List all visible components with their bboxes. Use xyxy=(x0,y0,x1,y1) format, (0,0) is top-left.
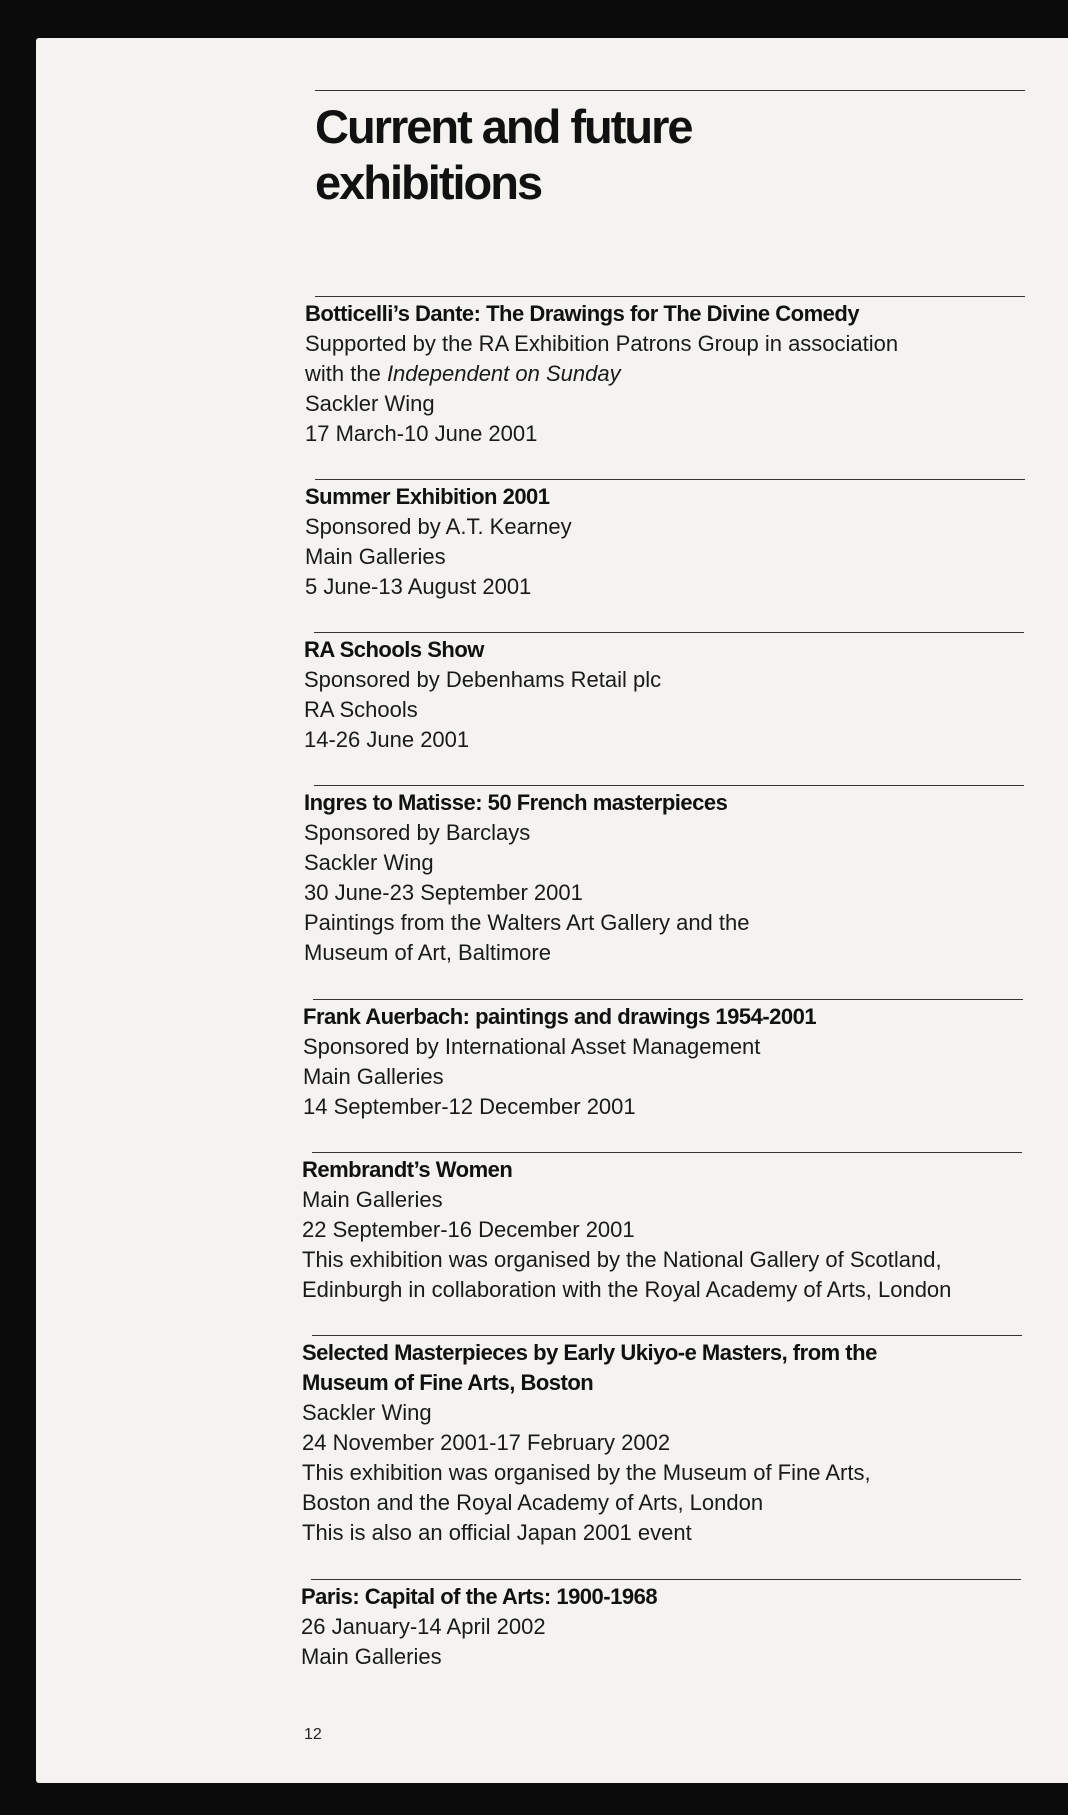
exhibition-entry xyxy=(302,1335,1022,1548)
divider-rule xyxy=(314,632,1024,633)
page-number: 12 xyxy=(304,1726,322,1743)
exhibition-venue: Sackler Wing xyxy=(305,391,435,416)
exhibition-venue: Sackler Wing xyxy=(302,1400,432,1425)
sponsor-prefix: with the xyxy=(305,361,387,386)
exhibition-dates: 30 June-23 September 2001 xyxy=(304,880,583,905)
exhibition-dates: 24 November 2001-17 February 2002 xyxy=(302,1430,671,1455)
exhibition-venue: Main Galleries xyxy=(302,1187,443,1212)
exhibition-sponsor: Sponsored by International Asset Management xyxy=(303,1034,761,1059)
title-rule xyxy=(315,90,1025,91)
exhibition-sponsor-continued xyxy=(305,359,1025,389)
divider-rule xyxy=(312,1152,1022,1153)
exhibition-entry xyxy=(305,479,1025,602)
exhibition-dates: 22 September-16 December 2001 xyxy=(302,1217,635,1242)
exhibition-title-line-1: Selected Masterpieces by Early Ukiyo-e Masters, from the xyxy=(302,1340,877,1365)
exhibition-dates: 17 March-10 June 2001 xyxy=(305,421,538,446)
divider-rule xyxy=(315,296,1025,297)
exhibition-title: Botticelli’s Dante: The Drawings for The Divine Comedy xyxy=(305,301,860,326)
divider-rule xyxy=(312,1335,1022,1336)
exhibition-dates: 14-26 June 2001 xyxy=(304,727,470,752)
exhibition-entry xyxy=(303,999,1023,1122)
exhibition-entry xyxy=(305,296,1025,449)
exhibition-title-line-2: Museum of Fine Arts, Boston xyxy=(302,1370,594,1395)
exhibition-venue: Main Galleries xyxy=(305,544,446,569)
exhibition-title: Paris: Capital of the Arts: 1900-1968 xyxy=(301,1584,658,1609)
exhibition-note: Paintings from the Walters Art Gallery and the xyxy=(304,910,750,935)
document-page xyxy=(36,38,1068,1783)
exhibition-note-extra: This is also an official Japan 2001 event xyxy=(302,1520,692,1545)
exhibition-note-continued: Boston and the Royal Academy of Arts, London xyxy=(302,1490,764,1515)
exhibition-title: Frank Auerbach: paintings and drawings 1954-2001 xyxy=(303,1004,817,1029)
exhibition-entry xyxy=(304,785,1024,968)
exhibition-sponsor: Sponsored by Debenhams Retail plc xyxy=(304,667,662,692)
exhibition-dates: 14 September-12 December 2001 xyxy=(303,1094,636,1119)
exhibition-entry xyxy=(301,1579,1021,1672)
exhibition-title: Summer Exhibition 2001 xyxy=(305,484,550,509)
exhibition-entry xyxy=(304,632,1024,755)
exhibition-title: Rembrandt’s Women xyxy=(302,1157,513,1182)
exhibition-note-continued: Museum of Art, Baltimore xyxy=(304,940,551,965)
exhibition-venue: Sackler Wing xyxy=(304,850,434,875)
content-column xyxy=(305,90,1050,211)
exhibition-note-continued: Edinburgh in collaboration with the Royal Academy of Arts, London xyxy=(302,1277,952,1302)
exhibition-sponsor: Supported by the RA Exhibition Patrons Group in association xyxy=(305,331,899,356)
exhibition-venue: Main Galleries xyxy=(303,1064,444,1089)
divider-rule xyxy=(314,785,1024,786)
page-title-line-2: exhibitions xyxy=(315,156,542,209)
exhibition-note: This exhibition was organised by the Museum of Fine Arts, xyxy=(302,1460,871,1485)
divider-rule xyxy=(315,479,1025,480)
exhibition-dates: 26 January-14 April 2002 xyxy=(301,1614,546,1639)
divider-rule xyxy=(311,1579,1021,1580)
exhibition-dates: 5 June-13 August 2001 xyxy=(305,574,532,599)
exhibition-note: This exhibition was organised by the National Gallery of Scotland, xyxy=(302,1247,942,1272)
exhibition-title: RA Schools Show xyxy=(304,637,484,662)
exhibition-entry xyxy=(302,1152,1022,1305)
divider-rule xyxy=(313,999,1023,1000)
page-title xyxy=(315,99,1050,211)
exhibition-venue: Main Galleries xyxy=(301,1644,442,1669)
exhibition-sponsor: Sponsored by A.T. Kearney xyxy=(305,514,572,539)
exhibition-title: Ingres to Matisse: 50 French masterpieces xyxy=(304,790,728,815)
exhibition-venue: RA Schools xyxy=(304,697,418,722)
sponsor-italic: Independent on Sunday xyxy=(386,361,621,386)
page-title-line-1: Current and future xyxy=(315,100,692,153)
exhibition-sponsor: Sponsored by Barclays xyxy=(304,820,531,845)
